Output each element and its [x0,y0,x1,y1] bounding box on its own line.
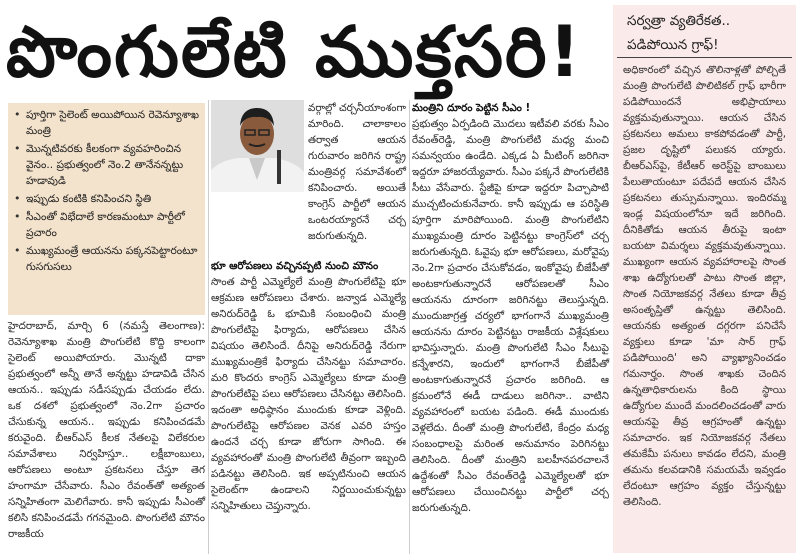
article-column-3 [412,100,609,554]
sidebar-text: అధికారంలో వచ్చిన తొలినాళ్లతో పోల్చితే మంత్రి పొంగులేటి పొలిటికల్ గ్రాఫ్ భారీగా పడిపోయిందనే అభిప్రాయాలు వ్యక్తమవుతున్నాయి. ఆయన చేసిన ప్రకటనలు అమలు కాకపోవడంతో పార్టీ, ప్రజల దృష్టిలో పలుకన య్యారు. బీఆర్ఎస్‌పై, కేటీఆర్ అరెస్ట్‌పై బాంబులు పేలుతాయంటూ పదేపదే ఆయన చేసిన ప్రకటనలు తుస్సుమన్నాయి. ఇందిరమ్మ ఇండ్ల విషయంలోనూ ఇదే జరిగింది. దీనికితోడు ఆయన తీరుపై ఇంటా బయటా విమర్శలు వ్యక్తమవుతున్నాయి. ముఖ్యంగా ఆయన వ్యవహారాలపై సొంత శాఖ ఉద్యోగులతో పాటు సొంత జిల్లా, సొంత నియోజకవర్గ నేతలు కూడా తీవ్ర అసంతృప్తితో ఉన్నట్టు తెలిసింది. ఆయనకు అత్యంత దగ్గరగా పనిచేసే వ్యక్తులు కూడా 'మా సార్ గ్రాఫ్ పడిపోయింది' అని వ్యాఖ్యానించడం గమనార్హం. సొంత శాఖకు చెందిన ఉన్నతాధికారులను కింది స్థాయి ఉద్యోగుల ముందే మందలించడంతో వారు ఆయనపై తీవ్ర ఆగ్రహంతో ఉన్నట్టు సమాచారం. ఇక నియోజకవర్గ నేతలు తమకేమీ పనులు కావడం లేదని, మంత్రి తమను కలవడానికి సమయమే ఇవ్వడం లేదంటూ ఆగ్రహం వ్యక్తం చేస్తున్నట్టు తెలిసింది. [623,64,786,508]
sidebar-title: సర్వత్రా వ్యతిరేకత.. పడిపోయిన గ్రాఫ్! [617,5,792,58]
article-paragraph: హైదరాబాద్, మార్చి 6 (నమస్తే తెలంగాణ): రెవెన్యూశాఖ మంత్రి పొంగులేటి కొద్ది కాలంగా సైలెంట్ అయిపోయారు. మొన్నటి దాకా ప్రభుత్వంలో అన్నీ తానే అన్నట్టు హడావిడి చేసిన ఆయన.. ఇప్పుడు సడీసప్పుడు చేయడం లేదు. ఒక దశలో ప్రభుత్వంలో నెం.2గా ప్రచారం చేసుకున్న ఆయన.. ఇప్పుడు కనిపించడమే కరువైంది. బీఆర్ఎస్ కీలక నేతలపై విలేకరుల సమావేశాలు నిర్వహిస్తూ.. లక్షీబాంబులు, ఆరోపణలు అంటూ ప్రకటనలు చేస్తూ తెగ హంగామా చేసేవారు. సీఎం రేవంత్‌తో అత్యంత సన్నిహితంగా మెలిగేవారు. కానీ ఇప్పుడు సీఎంతో కలిసి కనిపించడమే గగనమైంది. పొంగులేటి మౌనం రాజకీయ [8,320,205,540]
highlight-text: ముఖ్యమంత్రే ఆయనను పక్కనపెట్టారంటూ గుసగుసలు [26,245,198,273]
bullet-icon: • [14,210,21,223]
highlight-item [14,141,201,189]
bullet-icon: • [14,142,21,155]
highlight-item [14,209,201,241]
bullet-icon: • [14,244,21,257]
article-column-1 [8,318,205,554]
person-photo-icon [211,100,304,192]
highlight-item [14,191,201,207]
highlight-item [14,243,201,275]
column-divider [208,100,209,554]
bullet-icon: • [14,108,21,121]
minister-photo [211,100,304,192]
headline: పొంగులేటి ముక్తసరి! [6,11,583,93]
article-column-2-top [308,100,406,242]
subheading: భూ ఆరోపణలు వచ్చినప్పటి నుంచి మౌనం [211,260,379,272]
article-paragraph: ప్రభుత్వం ఏర్పడింది మొదలు ఇటీవలి వరకు సీఎం రేవంత్‌రెడ్డి, మంత్రి పొంగులేటి మధ్య మంచి సమన్వయం ఉండేది. ఎక్కడ ఏ మీటింగ్ జరిగినా ఇద్దరూ హాజరయ్యేవారు. సీఎం పక్కనే పొంగులేటికి సీటు వేసేవారు. స్టేజీపై కూడా ఇద్దరూ పిచ్చాపాటి ముచ్చటించుకునేవారు. కానీ ఇప్పుడు ఆ పరిస్థితి పూర్తిగా మారిపోయింది. మంత్రి పొంగులేటిని ముఖ్యమంత్రి దూరం పెట్టినట్టు కాంగ్రెస్‌లో చర్చ జరుగుతున్నది. ఓవైపు భూ ఆరోపణలు, మరోవైపు నెం.2గా ప్రచారం చేసుకోవడం, ఇంకోవైపు బీజేపీతో అంటకాగుతున్నారనే ఆరోపణలతో సీఎం ఆయనను దూరంగా జరిగినట్టు తెలుస్తున్నది. ముందుజాగ్రత్త చర్యలో భాగంగానే ముఖ్యమంత్రి ఆయనను దూరం పెట్టినట్టు రాజకీయ విశ్లేషకులు భావిస్తున్నారు. మంత్రి పొంగులేటి సీఎం సీటుపై కన్నేశారని, ఇందులో భాగంగానే బీజేపీతో అంటకాగుతున్నారనే ప్రచారం జరిగింది. ఆ క్రమంలోనే ఈడీ దాడులు జరిగినా.. వాటిని వ్యవహారంలో బయట పడింది. ఈడీ ముందుకు వెళ్లలేదు. దీంతో మంత్రి పొంగులేటి, కేంద్రం మధ్య సంబంధాలపై మరింత అనుమానం పెరిగినట్టు తెలిసింది. దీంతో మంత్రిని బలహీనపరచాలనే ఉద్దేశంతో సీఎం రేవంత్‌రెడ్డి ఎమ్మెల్యేలతో భూ ఆరోపణలు చేయించినట్టు పార్టీలో చర్చ జరుగుతున్నది. [412,118,609,514]
article-paragraph: వర్గాల్లో చర్చనీయాంశంగా మారింది. చాలాకాలం తర్వాత ఆయన గురువారం జరిగిన రాష్ట్ర మంత్రివర్గ సమావేశంలో కనిపించారు. అయితే కాంగ్రెస్ పార్టీలో ఆయన ఒంటరయ్యారనే చర్చ జరుగుతున్నది. [308,102,406,242]
subheading: మంత్రిని దూరం పెట్టిన సీఎం ! [412,102,531,114]
bullet-icon: • [14,192,21,205]
highlight-text: ఇప్పుడు కంటికి కనిపించని స్థితి [26,193,152,205]
sidebar-box [613,5,796,553]
highlight-text: పూర్తిగా సైలెంట్ అయిపోయిన రెవెన్యూశాఖ మంత్రి [26,109,199,137]
article-column-2 [211,258,406,554]
article-paragraph: సొంత పార్టీ ఎమ్మెల్యేలే మంత్రి పొంగులేటిపై భూ ఆక్రమణ ఆరోపణలు చేశారు. జన్వాడ ఎమ్మెల్యే అనిరుద్‌రెడ్డి ఓ భూమికి సంబంధించి మంత్రి పొంగులేటిపై ఫిర్యాదు, ఆరోపణలు చేసిన విషయం తెలిసిందే. దీనిపై అనిరుద్‌రెడ్డి నేరుగా ముఖ్యమంత్రికే ఫిర్యాదు చేసినట్టు సమాచారం. మరి కొందరు కాంగ్రెస్ ఎమ్మెల్యేలు కూడా మంత్రి పొంగులేటిపై పలు ఆరోపణలు చేసినట్టు తెలిసింది. ఇదంతా అధిష్ఠానం ముందుకు కూడా వెళ్లింది. పొంగులేటిపై ఆరోపణల వెనక ఎవరి హస్తం ఉందనే చర్చ కూడా జోరుగా సాగింది. ఈ వ్యవహారంతో మంత్రి పొంగులేటి తీవ్రంగా ఇబ్బంది పడినట్టు తెలిసింది. ఇక అప్పటినుంచి ఆయన సైలెంట్‌గా ఉండాలని నిర్ణయించుకున్నట్టు సన్నిహితులు చెప్తున్నారు. [211,276,406,512]
highlights-box [8,103,205,315]
column-divider [409,100,410,554]
highlight-text: మొన్నటివరకు కీలకంగా వ్యవహరించిన వైనం.. ప్రభుత్వంలో నెం.2 తానేనన్నట్టు హడావుడి [26,143,184,187]
highlight-item [14,107,201,139]
highlight-text: సీఎంతో విభేదాలే కారణమంటూ పార్టీలో ప్రచారం [26,211,185,239]
